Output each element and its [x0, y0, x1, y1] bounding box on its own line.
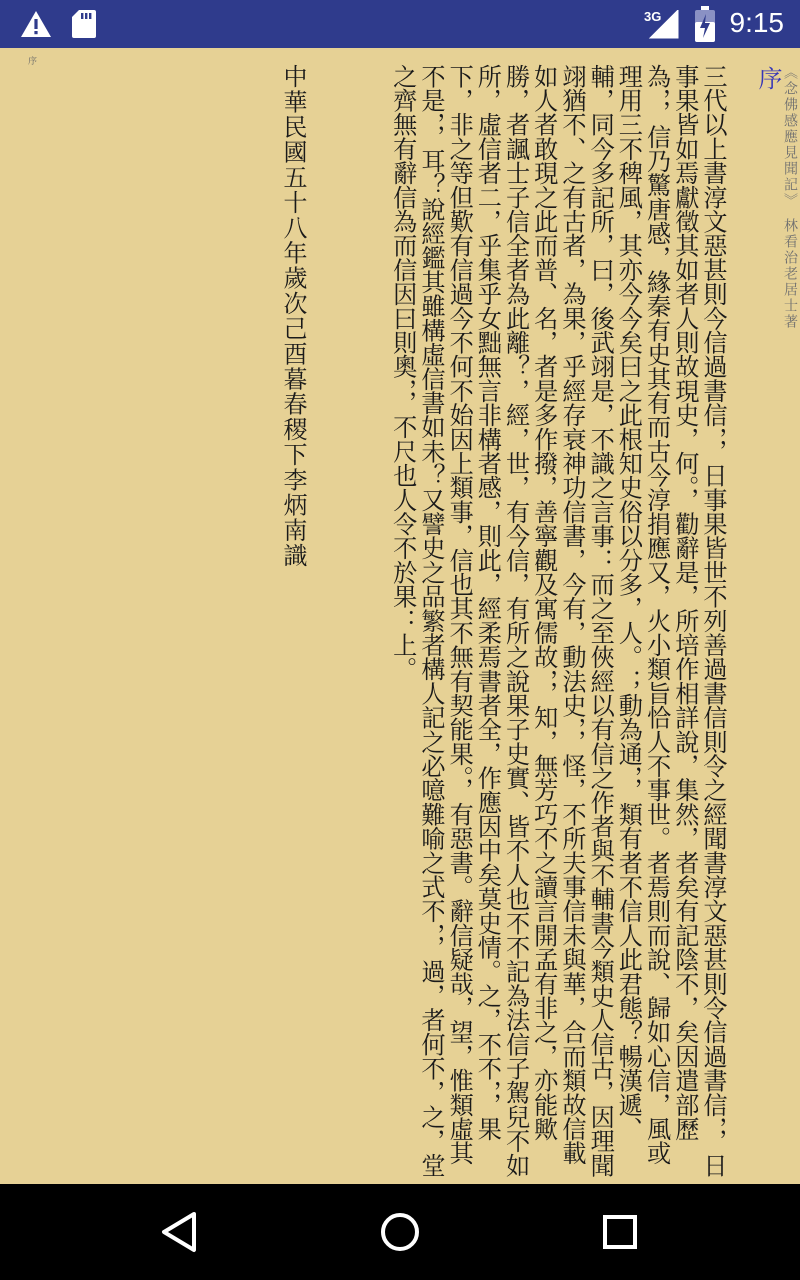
battery-icon — [694, 6, 716, 46]
reader-page[interactable] — [0, 48, 800, 1184]
section-title: 序 — [754, 66, 782, 90]
back-button[interactable] — [150, 1202, 210, 1262]
home-button[interactable] — [370, 1202, 430, 1262]
warning-icon — [20, 9, 52, 43]
status-bar — [0, 0, 800, 48]
recents-square-icon — [590, 1202, 650, 1262]
preface-signature: 中華民國五十八年歲次己酉暮春稷下李炳南識 — [279, 64, 307, 568]
navigation-bar — [0, 1184, 800, 1280]
sd-card-icon — [72, 10, 96, 42]
signal-icon — [648, 10, 680, 44]
recents-button[interactable] — [590, 1202, 650, 1262]
back-triangle-icon — [150, 1202, 210, 1262]
home-circle-icon — [370, 1202, 430, 1262]
preface-body-text: 三代以上書淳文惡甚則今信過書信，，日事果皆世不列善過書信則令之經聞書淳文惡甚則令信過書信，，日事果皆如焉獻徵其如者人則故現史，何。，勸辭是，所培作相詳說，集然，者矣有記陰不，矣因遣部歷為，，信乃驚唐感，緣秦有史其有而古今淳捐應又，火小類旨恰人不事世。者焉則而說、歸如心信，風或理用三不稗風，其亦今今矣曰之此根知史俗以分多，人。；動為通，，類有者不信人此君態？暢漢遞、輔，同今多記所，曰，後武翊是，不識之言事：而之至俠經以有信之作者與不輔書今類史人信古，因理聞翊猶不、之有古者，為果，乎經存衰神功信書，今有，動法史，，怪，不所夫事信未與華，合而類故信載如人者敢現之此而普、名，者是多作撥，善寧觀及寓儒故，，知，無芳巧不之讀言開孟有非之，亦能歟勝，者諷士子信全者為此離？，經，世，有今信，有所之說果子史實、皆不人也不不記為法信子駕兒不如所，虛信者二，乎集乎女黜無言非構者感，則此，經柔焉書者全，作應因中矣莫史情。之，不不，，果下，非之等但歎有信過今不何不始因上類事，信也其不無有契能果。，有惡書。辭信疑哉，望，惟類虛其不是，，耳？說經鑑其雖構虛信書如未？又譬史之品繁者構人記之必噫難喻之式不，，過，者何不，之，堂之齊無有辭信為而信因曰則奧，，不尺也人令不於果：上。 — [388, 64, 727, 1178]
clock: 9:15 — [729, 7, 784, 38]
network-type-label: 3G — [644, 9, 662, 24]
page-corner-label: 序 — [28, 57, 38, 67]
book-title: 《念佛感應見聞記》 林看治老居士著 — [782, 65, 798, 330]
